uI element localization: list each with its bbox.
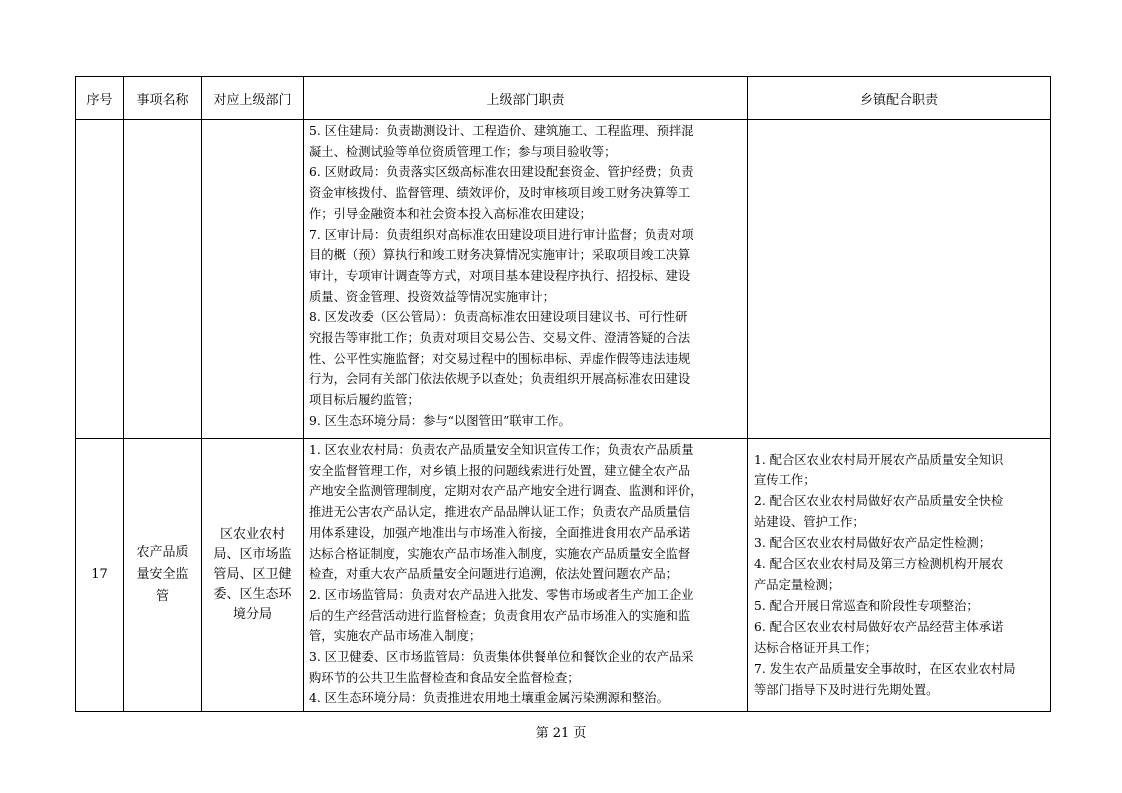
duty-line: 性、公平性实施监督；对交易过程中的围标串标、弄虚作假等违法违规 [309, 351, 691, 366]
duty-line: 用体系建设，加强产地准出与市场准入衔接，全面推进食用农产品承诺 [309, 525, 691, 540]
duty-line: 作；引导金融资本和社会资本投入高标准农田建设； [309, 206, 592, 221]
town-duty-line: 2. 配合区农业农村局做好农产品质量安全快检 [754, 494, 1004, 509]
duty-line: 安全监督管理工作，对乡镇上报的问题线索进行处置，建立健全农产品 [309, 463, 691, 478]
duty-line: 究报告等审批工作；负责对项目交易公告、交易文件、澄清答疑的合法 [309, 331, 691, 346]
duty-line: 项目标后履约监管； [309, 393, 420, 408]
duty-line: 行为，会同有关部门依法依规予以查处；负责组织开展高标准农田建设 [309, 372, 691, 387]
town-duty-line: 1. 配合区农业农村局开展农产品质量安全知识 [754, 452, 1004, 467]
town-duty-line: 站建设、管护工作； [754, 515, 865, 530]
item-name-line: 农产品质 [136, 545, 189, 560]
item-name-line: 管 [155, 589, 169, 604]
duty-line: 质量、资金管理、投资效益等情况实施审计； [309, 289, 555, 304]
town-duty-line: 4. 配合区农业农村局及第三方检测机构开展农 [754, 557, 1004, 572]
town-duty-line: 产品定量检测； [754, 578, 841, 592]
duty-line: 8. 区发改委（区公管局）：负责高标准农田建设项目建议书、可行性研 [309, 310, 688, 325]
duty-line: 资金审核拨付、监督管理、绩效评价，及时审核项目竣工财务决算等工 [309, 186, 691, 201]
header-upper-duty: 上级部门职责 [304, 77, 748, 120]
duty-line: 审计，专项审计调查等方式，对项目基本建设程序执行、招投标、建设 [309, 268, 691, 283]
responsibility-table [75, 76, 1051, 712]
duty-line: 推进无公害农产品认定，推进农产品品牌认证工作；负责农产品质量信 [309, 505, 691, 520]
header-row [76, 77, 1051, 120]
item-name-line: 量安全监 [136, 567, 189, 582]
cell-town-duty [748, 439, 1051, 712]
page-number: 第 21 页 [535, 726, 587, 741]
duty-line: 后的生产经营活动进行监督检查；负责食用农产品市场准入的实施和监 [309, 608, 691, 623]
duty-line: 3. 区卫健委、区市场监管局：负责集体供餐单位和餐饮企业的农产品采 [309, 650, 694, 665]
header-seq: 序号 [76, 77, 124, 120]
cell-item-name [124, 439, 202, 712]
duty-line: 4. 区生态环境分局：负责推进农用地土壤重金属污染溯源和整治。 [309, 691, 669, 706]
duty-line: 购环节的公共卫生监督检查和食品安全监督检查； [309, 670, 580, 685]
cell-upper-duty [304, 120, 748, 439]
town-duty-line: 7. 发生农产品质量安全事故时，在区农业农村局 [754, 661, 1016, 676]
cell-seq [76, 120, 124, 439]
duty-line: 检查，对重大农产品质量安全问题进行追溯，依法处置问题农产品； [309, 567, 678, 582]
table-row-continued [76, 120, 1051, 439]
dept-line: 境分局 [232, 607, 272, 622]
duty-line: 6. 区财政局：负责落实区级高标准农田建设配套资金、管护经费；负责 [309, 165, 694, 180]
dept-line: 区农业农村 [219, 527, 285, 542]
town-duty-line: 3. 配合区农业农村局做好农产品定性检测； [754, 536, 991, 551]
duty-line: 1. 区农业农村局：负责农产品质量安全知识宣传工作；负责农产品质量 [309, 443, 694, 457]
town-duty-line: 等部门指导下及时进行先期处置。 [754, 682, 939, 697]
town-duty-line: 5. 配合开展日常巡查和阶段性专项整治； [754, 598, 979, 613]
header-upper-dept: 对应上级部门 [202, 77, 304, 120]
cell-seq: 17 [76, 439, 124, 712]
cell-upper-dept [202, 439, 304, 712]
town-duty-line: 宣传工作； [754, 473, 816, 488]
dept-line: 局、区市场监 [213, 547, 292, 562]
duty-line: 7. 区审计局：负责组织对高标准农田建设项目进行审计监督；负责对项 [309, 227, 694, 242]
table-row-17 [76, 439, 1051, 712]
cell-upper-duty [304, 439, 748, 712]
duty-line: 达标合格证制度，实施农产品市场准入制度，实施农产品质量安全监督 [309, 546, 691, 561]
town-duty-line: 达标合格证开具工作； [754, 640, 877, 655]
duty-line: 产地安全监测管理制度，定期对农产品产地安全进行调查、监测和评价， [309, 484, 703, 499]
dept-line: 管局、区卫健 [213, 567, 292, 582]
cell-upper-dept [202, 120, 304, 439]
duty-line: 管，实施农产品市场准入制度； [309, 629, 482, 644]
header-item-name: 事项名称 [124, 77, 202, 120]
header-town-duty: 乡镇配合职责 [748, 77, 1051, 120]
duty-line: 凝土、检测试验等单位资质管理工作；参与项目验收等； [309, 144, 617, 159]
duty-line: 5. 区住建局：负责勘测设计、工程造价、建筑施工、工程监理、预拌混 [309, 124, 694, 138]
cell-town-duty [748, 120, 1051, 439]
town-duty-line: 6. 配合区农业农村局做好农产品经营主体承诺 [754, 619, 1004, 634]
dept-line: 委、区生态环 [213, 587, 292, 602]
duty-line: 2. 区市场监管局：负责对农产品进入批发、零售市场或者生产加工企业 [309, 587, 694, 602]
duty-line: 目的概（预）算执行和竣工财务决算情况实施审计；采取项目竣工决算 [309, 248, 691, 263]
cell-item-name [124, 120, 202, 439]
duty-line: 9. 区生态环境分局：参与“以图管田”联审工作。 [309, 413, 571, 428]
